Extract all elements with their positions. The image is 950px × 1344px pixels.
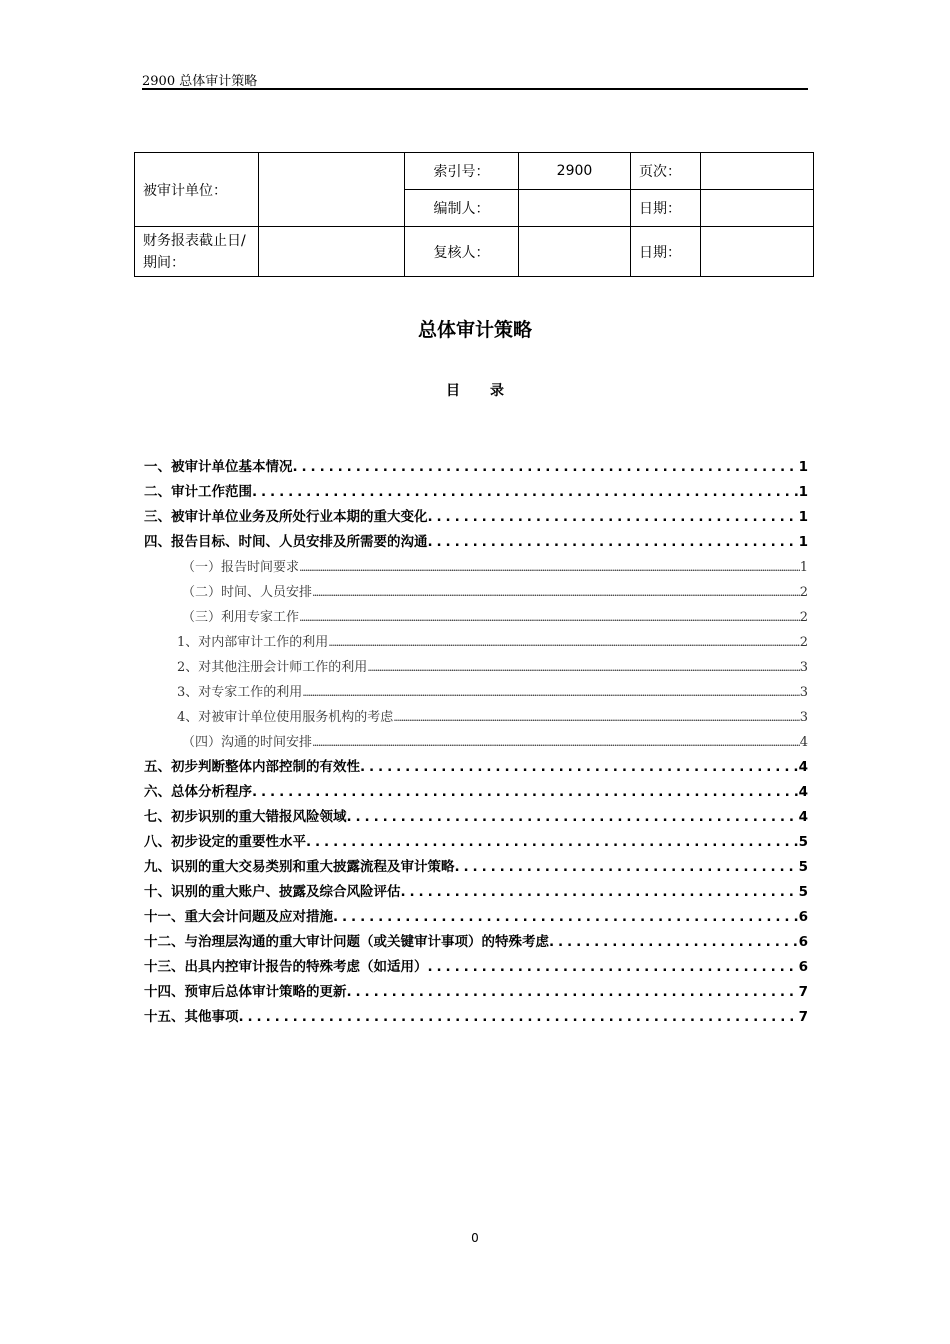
toc-entry-title: 2、对其他注册会计师工作的利用 xyxy=(177,660,368,675)
toc-entry-title: 1、对内部审计工作的利用 xyxy=(177,635,329,650)
toc-leader-dots xyxy=(549,930,799,955)
toc-entry[interactable] xyxy=(144,755,808,780)
toc-leader-dots xyxy=(401,880,799,905)
toc-entry-title: 4、对被审计单位使用服务机构的考虑 xyxy=(177,710,394,725)
toc-entry-title: 十三、出具内控审计报告的特殊考虑（如适用） xyxy=(144,959,428,975)
page-header-title: 2900 总体审计策略 xyxy=(142,74,258,89)
period-value[interactable] xyxy=(259,227,405,277)
reviewer-label: 复核人： xyxy=(405,227,519,277)
toc-entry[interactable] xyxy=(144,905,808,930)
toc-entry-title: （四）沟通的时间安排 xyxy=(182,735,313,750)
toc-entry-title: 十四、预审后总体审计策略的更新 xyxy=(144,984,347,1000)
toc-leader-dots xyxy=(293,455,799,480)
toc-entry[interactable] xyxy=(144,880,808,905)
toc-leader-dots xyxy=(306,830,799,855)
toc-entry-title: 九、识别的重大交易类别和重大披露流程及审计策略 xyxy=(144,859,455,875)
audited-unit-value[interactable] xyxy=(259,153,405,227)
toc-entry-title: 六、总体分析程序 xyxy=(144,784,252,800)
toc-leader-dots xyxy=(333,905,799,930)
index-label: 索引号： xyxy=(405,153,519,190)
toc-entry[interactable] xyxy=(144,730,808,755)
toc-entry[interactable] xyxy=(144,705,808,730)
toc-entry-title: 3、对专家工作的利用 xyxy=(177,685,303,700)
toc-leader-dots xyxy=(455,855,799,880)
document-title: 总体审计策略 xyxy=(417,319,532,341)
toc-entry-page: 4 xyxy=(799,735,808,750)
toc-entry-page: 5 xyxy=(798,834,808,850)
toc-entry[interactable] xyxy=(144,605,808,630)
toc-heading-left: 目 xyxy=(446,383,460,399)
toc-leader-dots xyxy=(299,605,800,630)
toc-entry-title: 七、初步识别的重大错报风险领域 xyxy=(144,809,347,825)
toc-entry[interactable] xyxy=(144,630,808,655)
preparer-label: 编制人： xyxy=(405,190,519,227)
toc-entry[interactable] xyxy=(144,455,808,480)
toc-entry-title: 五、初步判断整体内部控制的有效性 xyxy=(144,759,360,775)
toc-entry-page: 5 xyxy=(798,859,808,875)
toc-entry[interactable] xyxy=(144,830,808,855)
table-of-contents xyxy=(144,455,808,1030)
toc-leader-dots xyxy=(328,630,799,655)
toc-leader-dots xyxy=(367,655,799,680)
toc-leader-dots xyxy=(252,480,799,505)
toc-entry-page: 5 xyxy=(798,884,808,900)
toc-entry-page: 1 xyxy=(798,484,808,500)
toc-leader-dots xyxy=(299,555,800,580)
toc-entry-title: 十一、重大会计问题及应对措施 xyxy=(144,909,333,925)
toc-entry[interactable] xyxy=(144,530,808,555)
toc-entry-title: 一、被审计单位基本情况 xyxy=(144,459,293,475)
date-value-2[interactable] xyxy=(701,227,814,277)
toc-entry-page: 3 xyxy=(799,685,808,700)
index-value[interactable]: 2900 xyxy=(519,153,631,190)
toc-entry[interactable] xyxy=(144,555,808,580)
toc-entry[interactable] xyxy=(144,480,808,505)
toc-entry[interactable] xyxy=(144,680,808,705)
toc-entry-page: 1 xyxy=(799,560,808,575)
toc-leader-dots xyxy=(428,955,799,980)
header-divider xyxy=(142,88,808,90)
toc-leader-dots xyxy=(393,705,799,730)
toc-entry-page: 7 xyxy=(798,984,808,1000)
toc-entry-title: 三、被审计单位业务及所处行业本期的重大变化 xyxy=(144,509,428,525)
toc-entry-page: 2 xyxy=(799,585,808,600)
toc-leader-dots xyxy=(252,780,799,805)
toc-entry-title: 四、报告目标、时间、人员安排及所需要的沟通 xyxy=(144,534,428,550)
toc-entry-page: 3 xyxy=(799,660,808,675)
toc-entry-page: 2 xyxy=(799,635,808,650)
toc-entry-page: 4 xyxy=(798,759,808,775)
toc-entry-page: 7 xyxy=(798,1009,808,1025)
toc-entry-title: 十二、与治理层沟通的重大审计问题（或关键审计事项）的特殊考虑 xyxy=(144,934,549,950)
toc-entry-page: 4 xyxy=(798,784,808,800)
toc-entry[interactable] xyxy=(144,930,808,955)
period-label: 财务报表截止日/期间： xyxy=(135,227,259,277)
toc-entry[interactable] xyxy=(144,1005,808,1030)
toc-entry-page: 1 xyxy=(798,534,808,550)
toc-entry[interactable] xyxy=(144,855,808,880)
toc-entry[interactable] xyxy=(144,805,808,830)
toc-entry[interactable] xyxy=(144,505,808,530)
toc-heading xyxy=(0,380,950,400)
audit-info-table xyxy=(134,152,814,277)
toc-entry-title: 十五、其他事项 xyxy=(144,1009,239,1025)
toc-entry-page: 6 xyxy=(798,934,808,950)
toc-entry-page: 6 xyxy=(798,909,808,925)
toc-entry-page: 4 xyxy=(798,809,808,825)
audited-unit-label: 被审计单位： xyxy=(135,153,259,227)
toc-entry-title: （三）利用专家工作 xyxy=(182,610,300,625)
toc-entry[interactable] xyxy=(144,580,808,605)
toc-leader-dots xyxy=(239,1005,799,1030)
preparer-value[interactable] xyxy=(519,190,631,227)
toc-entry[interactable] xyxy=(144,980,808,1005)
toc-entry-title: （二）时间、人员安排 xyxy=(182,585,313,600)
toc-entry-title: （一）报告时间要求 xyxy=(182,560,300,575)
date-label-2: 日期： xyxy=(631,227,701,277)
toc-entry-page: 1 xyxy=(798,509,808,525)
reviewer-value[interactable] xyxy=(519,227,631,277)
toc-leader-dots xyxy=(312,580,800,605)
toc-entry-page: 1 xyxy=(798,459,808,475)
toc-leader-dots xyxy=(347,805,799,830)
toc-leader-dots xyxy=(428,530,799,555)
toc-entry[interactable] xyxy=(144,780,808,805)
toc-leader-dots xyxy=(302,680,799,705)
page-label: 页次： xyxy=(631,153,701,190)
toc-entry-title: 十、识别的重大账户、披露及综合风险评估 xyxy=(144,884,401,900)
page-number: 0 xyxy=(471,1231,479,1245)
toc-entry-page: 6 xyxy=(798,959,808,975)
toc-entry[interactable] xyxy=(144,655,808,680)
toc-entry-page: 2 xyxy=(799,610,808,625)
date-label-1: 日期： xyxy=(631,190,701,227)
toc-entry[interactable] xyxy=(144,955,808,980)
date-value-1[interactable] xyxy=(701,190,814,227)
toc-heading-right: 录 xyxy=(490,383,504,399)
toc-leader-dots xyxy=(312,730,800,755)
toc-leader-dots xyxy=(347,980,799,1005)
toc-entry-page: 3 xyxy=(799,710,808,725)
toc-entry-title: 二、审计工作范围 xyxy=(144,484,252,500)
toc-entry-title: 八、初步设定的重要性水平 xyxy=(144,834,306,850)
toc-leader-dots xyxy=(428,505,799,530)
page-value[interactable] xyxy=(701,153,814,190)
toc-leader-dots xyxy=(360,755,799,780)
